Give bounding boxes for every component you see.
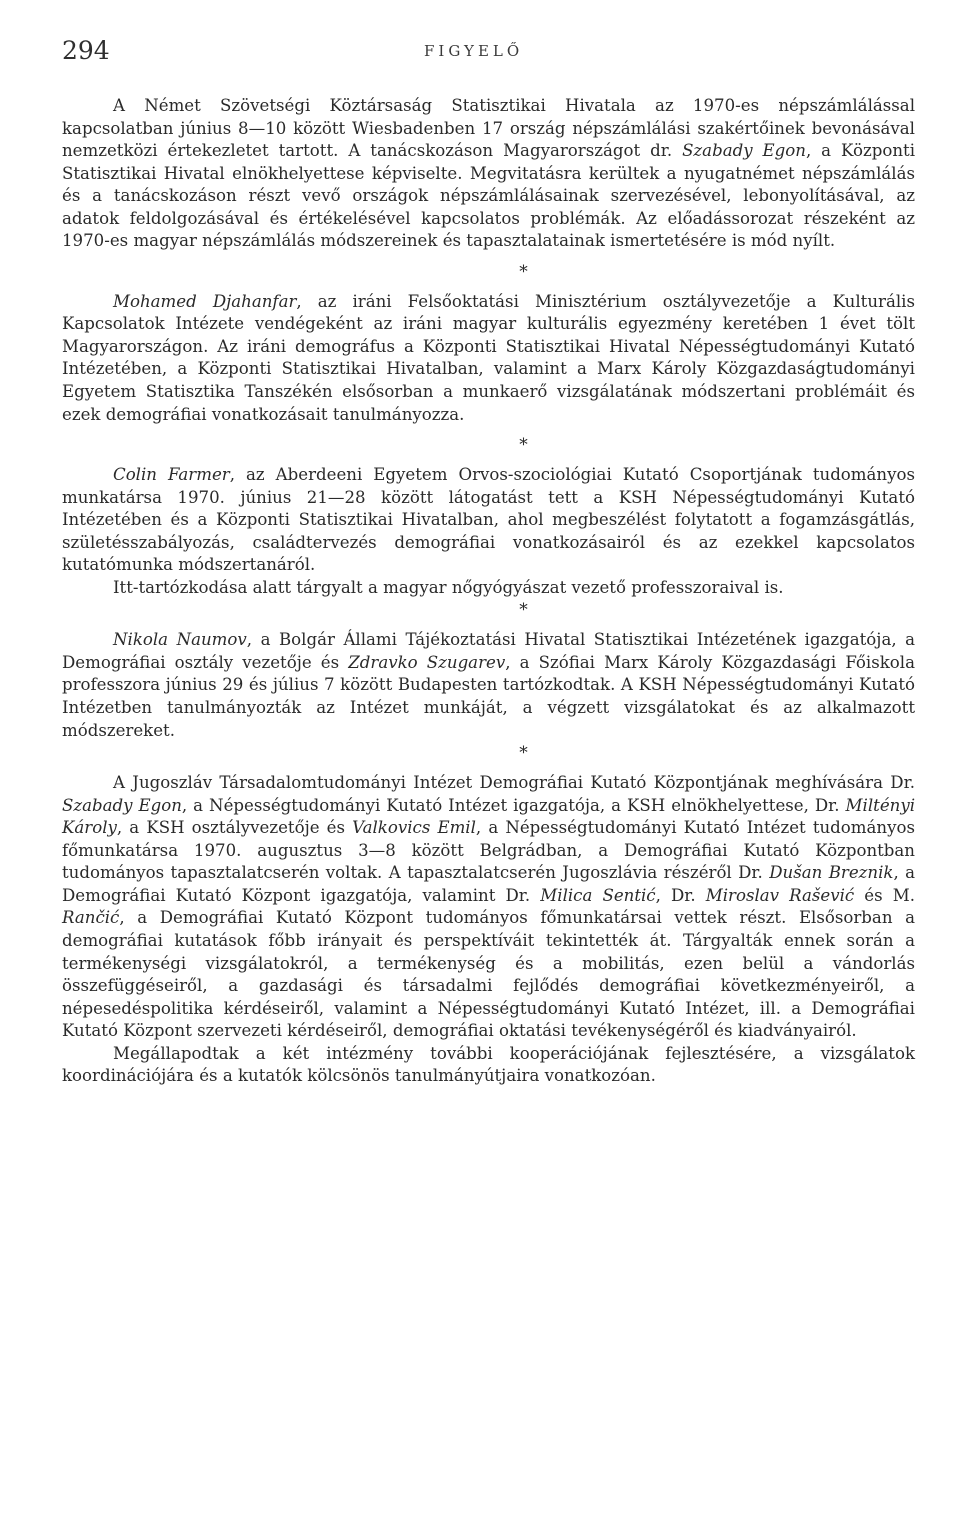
paragraph-belgrade-agreement: Megállapodtak a két intézmény további kooperációjának fejlesztésére, a vizsgálatok koordinációjára és a kutatók kölcsönös tanulmányútjaira vonatkozóan. [62,1043,915,1086]
person-name: Szabady Egon [682,141,806,161]
person-name: Szabady Egon [62,795,182,815]
paragraph-farmer-continued: Itt-tartózkodása alatt tárgyalt a magyar nőgyógyászat vezető professzoraival is. [113,577,784,597]
running-head: FIGYELŐ [424,42,524,60]
page-number: 294 [62,36,110,65]
paragraph-wiesbaden-census: A Német Szövetségi Köztársaság Statisztikai Hivatala az 1970-es népszámlálással kapcsolatban június 8—10 között Wiesbadenben 17 ország népszámlálási szakértőinek bevonásával nemzetközi értekezletet tartott. A tanácskozáson Magyarországot dr. Szabady Egon, a Központi Statisztikai Hivatal elnökhelyettese képviselte. Megvitatásra kerültek a nyugatnémet népszámlálás és a tanácskozáson részt vevő országok népszámlálásainak szervezésével, lebonyolításával, az adatok feldolgozásával és értékelésével kapcsolatos problémák. Az előadássorozat részeként az 1970-es magyar népszámlálás módszereinek és tapasztalatainak ismertetésére is mód nyílt. [62,96,915,251]
person-name: Colin Farmer [113,465,230,485]
person-name: Nikola Naumov [113,630,247,650]
person-name: Mohamed Djahanfar [113,291,297,311]
section-separator: * [519,261,528,282]
person-name: Miltényi Károly [62,795,916,838]
paragraph-naumov: Nikola Naumov, a Bolgár Állami Tájékoztatási Hivatal Statisztikai Intézetének igazgatója, a Demográfiai osztály vezetője és Zdravko Szugarev, a Szófiai Marx Károly Közgazdasági Főiskola professzora június 29 és július 7 között Budapesten tartózkodtak. A KSH Népességtudományi Kutató Intézetben tanulmányozták az Intézet munkáját, a végzett vizsgálatokat és az alkalmazott módszereket. [62,630,916,740]
person-name: Dušan Breznik [769,863,894,883]
section-separator: * [519,743,528,764]
article-body [62,95,915,1088]
person-name: Rančić [62,908,120,928]
person-name: Zdravko Szugarev [348,652,506,672]
paragraph-farmer: Colin Farmer, az Aberdeeni Egyetem Orvos-szociológiai Kutató Csoportjának tudományos munkatársa 1970. június 21—28 között látogatást tett a KSH Népességtudományi Kutató Intézetében és a Központi Statisztikai Hivatalban, ahol megbeszélést folytatott a fogamzásgátlás, születésszabályozás, családtervezés demográfiai vonatkozásairól és az ezekkel kapcsolatos kutatómunka módszertanáról. [62,465,915,575]
paragraph-belgrade-exchange: A Jugoszláv Társadalomtudományi Intézet Demográfiai Kutató Központjának meghívására Dr. Szabady Egon, a Népességtudományi Kutató Intézet igazgatója, a KSH elnökhelyettese, Dr. Miltényi Károly, a KSH osztályvezetője és Valkovics Emil, a Népességtudományi Kutató Intézet tudományos főmunkatársa 1970. augusztus 3—8 között Belgrádban, a Demográfiai Kutató Központban tudományos tapasztalatcserén voltak. A tapasztalatcserén Jugoszlávia részéről Dr. Dušan Breznik, a Demográfiai Kutató Központ igazgatója, valamint Dr. Milica Sentić, Dr. Miroslav Rašević és M. Rančić, a Demográfiai Kutató Központ tudományos főmunkatársai vettek részt. Elsősorban a demográfiai kutatások főbb irányait és perspektíváit tekintették át. Tárgyalták ennek során a termékenységi vizsgálatokról, a termékenység és a mobilitás, ezen belül a vándorlás összefüggéseiről, a gazdasági és társadalmi fejlődés demográfiai következményeiről, a népesedéspolitika kérdéseiről, valamint a Népességtudományi Kutató Intézet, ill. a Demográfiai Kutató Központ szervezeti kérdéseiről, demográfiai oktatási tevékenységéről és kiadványairól. [62,773,916,1041]
section-separator: * [519,435,528,456]
section-separator: * [519,600,528,621]
person-name: Milica Sentić [540,885,656,905]
person-name: Miroslav Rašević [705,885,855,905]
person-name: Valkovics Emil [352,818,476,838]
paragraph-djahanfar: Mohamed Djahanfar, az iráni Felsőoktatási Minisztérium osztályvezetője a Kulturális Kapcsolatok Intézete vendégeként az iráni magyar kulturális egyezmény keretében 1 évet tölt Magyarországon. Az iráni demográfus a Központi Statisztikai Hivatal Népességtudományi Kutató Intézetében, a Központi Statisztikai Hivatalban, valamint a Marx Károly Közgazdaságtudományi Egyetem Statisztika Tanszékén elsősorban a munkaerő vizsgálatának módszertani problémáit és ezek demográfiai vonatkozásait tanulmányozza. [62,291,915,424]
